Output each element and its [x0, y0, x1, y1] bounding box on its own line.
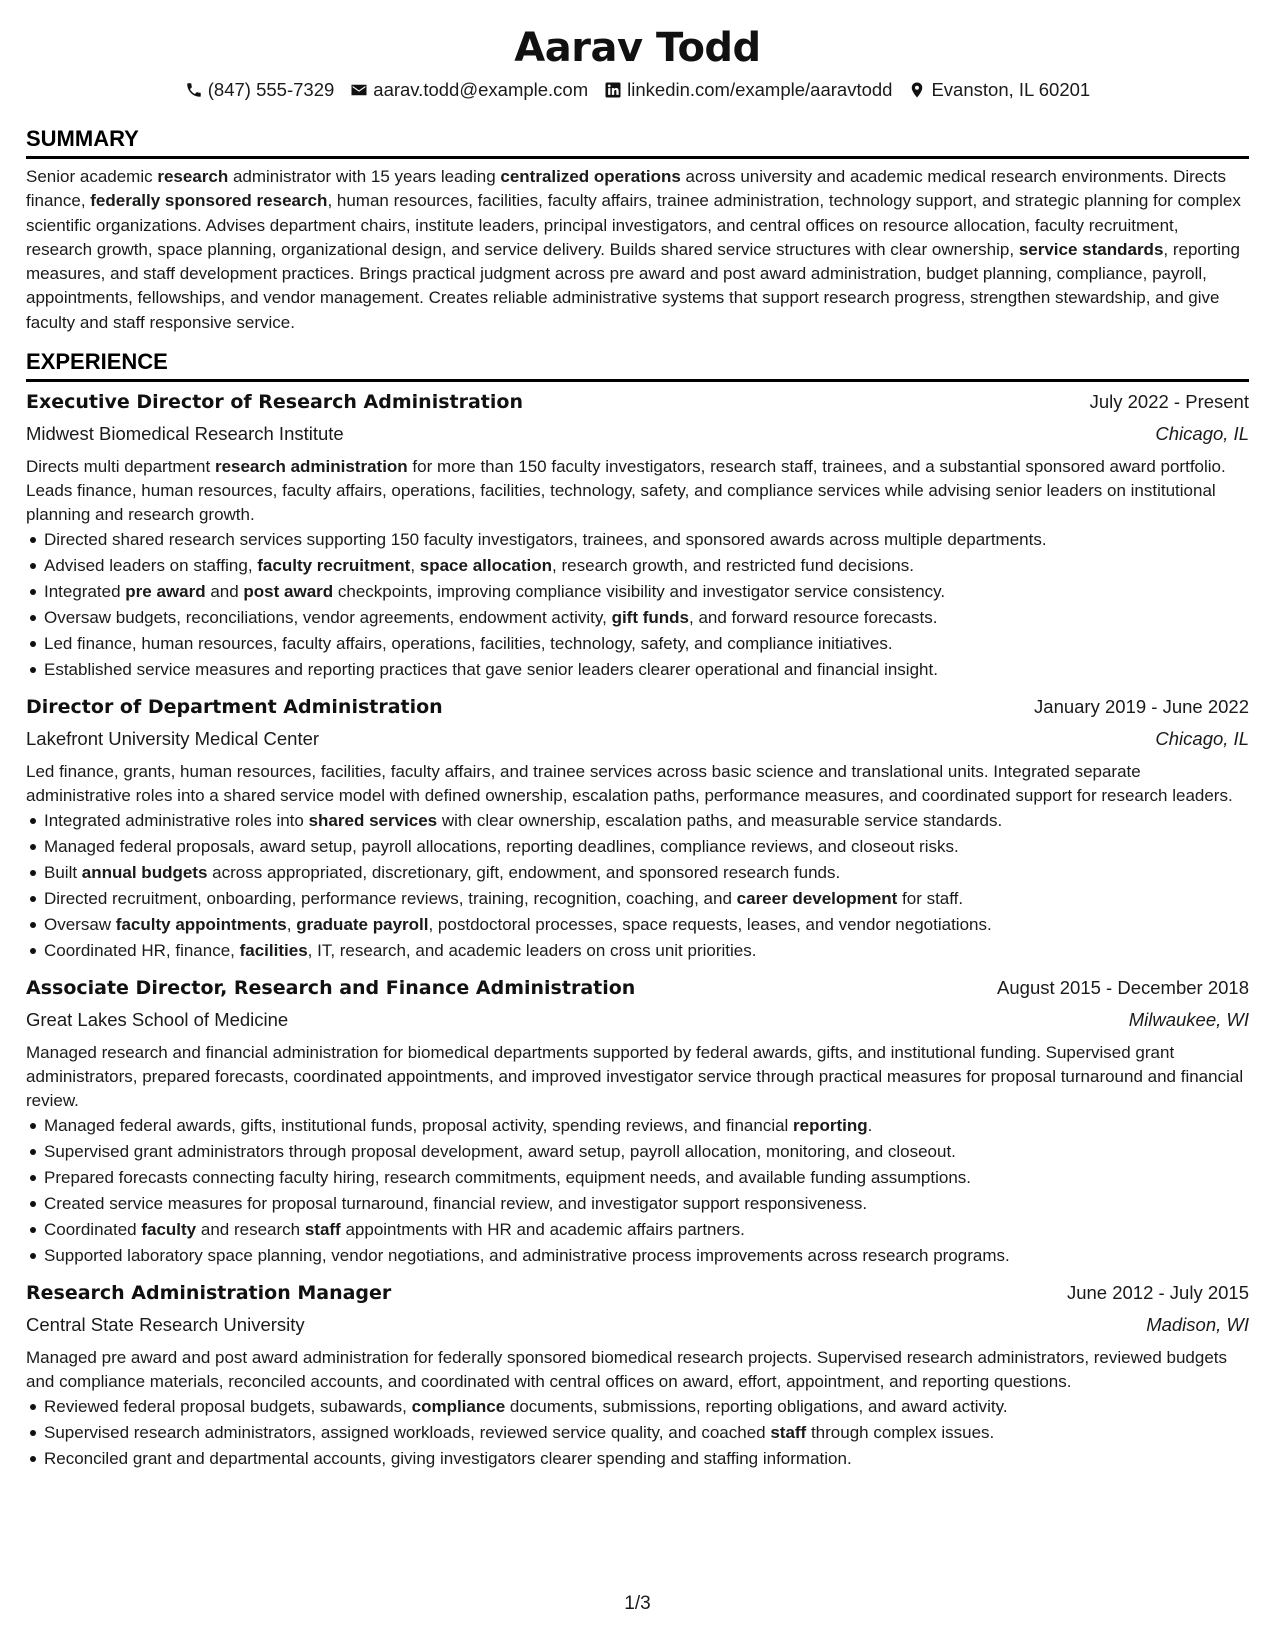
job-subheader	[26, 419, 1249, 449]
job-title: Executive Director of Research Administration	[26, 391, 523, 414]
bold-keyword: facilities	[239, 941, 308, 961]
bold-keyword: reporting	[793, 1116, 868, 1136]
bold-keyword: research	[157, 167, 229, 186]
bold-keyword: space allocation	[419, 556, 553, 576]
bold-keyword: career development	[736, 889, 898, 909]
bullet-item: Integrated pre award and post award checkpoints, improving compliance visibility and investigator service consistency.	[26, 579, 1249, 605]
job-entry	[26, 387, 1249, 683]
job-bullets	[26, 527, 1249, 683]
bullet-item: Managed federal awards, gifts, institutional funds, proposal activity, spending reviews, and financial reporting.	[26, 1113, 1249, 1139]
bullet-item: Created service measures for proposal turnaround, financial review, and investigator support responsiveness.	[26, 1191, 1249, 1217]
bullet-item: Oversaw faculty appointments, graduate payroll, postdoctoral processes, space requests, leases, and vendor negotiations.	[26, 912, 1249, 938]
bullet-item: Established service measures and reporting practices that gave senior leaders clearer operational and financial insight.	[26, 657, 1249, 683]
job-entry	[26, 973, 1249, 1269]
job-organization: Lakefront University Medical Center	[26, 728, 320, 750]
job-description: Directs multi department research administration for more than 150 faculty investigators, research staff, trainees, and a substantial sponsored award portfolio. Leads finance, human resources, faculty affairs, operations, facilities, technology, safety, and compliance services while advising senior leaders on institutional planning and research growth.	[26, 457, 1226, 525]
bold-keyword: faculty	[141, 1220, 197, 1240]
bullet-item: Supervised research administrators, assigned workloads, reviewed service quality, and coached staff through complex issues.	[26, 1420, 1249, 1446]
contact-linkedin[interactable]	[604, 78, 892, 102]
experience-heading: EXPERIENCE	[26, 349, 1249, 382]
bullet-item: Reconciled grant and departmental accounts, giving investigators clearer spending and staffing information.	[26, 1446, 1249, 1472]
bold-keyword: shared services	[308, 811, 438, 831]
bullet-item: Supervised grant administrators through proposal development, award setup, payroll allocation, monitoring, and closeout.	[26, 1139, 1249, 1165]
job-title: Research Administration Manager	[26, 1282, 392, 1305]
contact-location	[908, 78, 1090, 102]
job-bullets	[26, 1394, 1249, 1472]
job-dates: January 2019 - June 2022	[1034, 696, 1249, 718]
bold-keyword: compliance	[411, 1397, 506, 1417]
job-subheader	[26, 1005, 1249, 1035]
job-organization: Midwest Biomedical Research Institute	[26, 423, 344, 445]
bullet-item: Directed recruitment, onboarding, performance reviews, training, recognition, coaching, and career development for staff.	[26, 886, 1249, 912]
location-text: Evanston, IL 60201	[931, 79, 1091, 100]
phone-number: (847) 555-7329	[207, 79, 335, 100]
job-entry	[26, 1278, 1249, 1472]
bold-keyword: centralized operations	[500, 167, 681, 186]
job-organization: Central State Research University	[26, 1314, 305, 1336]
job-location: Madison, WI	[1146, 1314, 1249, 1336]
bold-keyword: staff	[770, 1423, 807, 1443]
bullet-item: Prepared forecasts connecting faculty hiring, research commitments, equipment needs, and available funding assumptions.	[26, 1165, 1249, 1191]
linkedin-url[interactable]: linkedin.com/example/aaravtodd	[627, 79, 893, 100]
summary-text: Senior academic research administrator with 15 years leading centralized operations across university and academic medical research environments. Directs finance, federally sponsored research, human resources, facilities, faculty affairs, trainee administration, technology support, and strategic planning for complex scientific organizations. Advises department chairs, institute leaders, principal investigators, and central offices on resource allocation, faculty recruitment, research growth, space planning, organizational design, and service delivery. Builds shared service structures with clear ownership, service standards, reporting measures, and staff development practices. Brings practical judgment across pre award and post award administration, budget planning, compliance, payroll, appointments, fellowships, and vendor management. Creates reliable administrative systems that support research progress, strengthen stewardship, and give faculty and staff responsive service.	[26, 167, 1241, 332]
bullet-item: Directed shared research services supporting 150 faculty investigators, trainees, and sponsored awards across multiple departments.	[26, 527, 1249, 553]
summary-heading: SUMMARY	[26, 126, 1249, 159]
bullet-item: Coordinated HR, finance, facilities, IT, research, and academic leaders on cross unit priorities.	[26, 938, 1249, 964]
job-header	[26, 692, 1249, 724]
job-subheader	[26, 724, 1249, 754]
bold-keyword: post award	[243, 582, 334, 602]
job-dates: August 2015 - December 2018	[997, 977, 1249, 999]
bold-keyword: faculty recruitment	[257, 556, 411, 576]
bullet-item: Advised leaders on staffing, faculty recruitment, space allocation, research growth, and restricted fund decisions.	[26, 553, 1249, 579]
job-dates: June 2012 - July 2015	[1066, 1282, 1249, 1304]
bullet-item: Supported laboratory space planning, vendor negotiations, and administrative process improvements across research programs.	[26, 1243, 1249, 1269]
bold-keyword: service standards	[1018, 239, 1164, 259]
bold-keyword: federally sponsored research	[90, 191, 328, 211]
job-bullets	[26, 808, 1249, 964]
bold-keyword: annual budgets	[81, 863, 208, 883]
page-number: 1/3	[624, 1593, 651, 1614]
email-address[interactable]: aarav.todd@example.com	[373, 79, 589, 100]
bullet-item: Oversaw budgets, reconciliations, vendor agreements, endowment activity, gift funds, and forward resource forecasts.	[26, 605, 1249, 631]
candidate-name: Aarav Todd	[514, 25, 761, 71]
bold-keyword: faculty appointments	[115, 915, 287, 935]
bold-keyword: pre award	[125, 582, 206, 602]
linkedin-icon	[604, 81, 622, 99]
contact-phone	[185, 78, 335, 102]
job-location: Milwaukee, WI	[1128, 1009, 1249, 1031]
job-organization: Great Lakes School of Medicine	[26, 1009, 289, 1031]
job-description: Led finance, grants, human resources, facilities, faculty affairs, and trainee services across basic science and translational units. Integrated separate administrative roles into a shared service model with defined ownership, escalation paths, performance measures, and coordinated support for research leaders.	[26, 762, 1233, 806]
bullet-item: Integrated administrative roles into shared services with clear ownership, escalation paths, and measurable service standards.	[26, 808, 1249, 834]
contact-bar	[26, 78, 1249, 102]
resume-page	[26, 0, 1249, 1472]
bold-keyword: graduate payroll	[296, 915, 429, 935]
job-subheader	[26, 1310, 1249, 1340]
bullet-item: Coordinated faculty and research staff appointments with HR and academic affairs partners.	[26, 1217, 1249, 1243]
experience-list	[26, 387, 1249, 1472]
map-pin-icon	[908, 81, 926, 99]
job-header	[26, 387, 1249, 419]
job-header	[26, 973, 1249, 1005]
job-description: Managed pre award and post award administration for federally sponsored biomedical research projects. Supervised research administrators, reviewed budgets and compliance materials, reconciled accounts, and coordinated with central offices on award, effort, appointment, and reporting questions.	[26, 1348, 1228, 1392]
bullet-item: Reviewed federal proposal budgets, subawards, compliance documents, submissions, reporting obligations, and award activity.	[26, 1394, 1249, 1420]
job-location: Chicago, IL	[1155, 728, 1249, 750]
job-entry	[26, 692, 1249, 964]
job-description: Managed research and financial administration for biomedical departments supported by federal awards, gifts, and institutional funding. Supervised grant administrators, prepared forecasts, coordinated appointments, and improved investigator service through practical measures for proposal turnaround and financial review.	[26, 1043, 1244, 1111]
contact-email[interactable]	[350, 78, 588, 102]
job-title: Associate Director, Research and Finance Administration	[26, 977, 636, 1000]
job-title: Director of Department Administration	[26, 696, 443, 719]
job-header	[26, 1278, 1249, 1310]
bold-keyword: research administration	[214, 457, 408, 477]
job-location: Chicago, IL	[1155, 423, 1249, 445]
bold-keyword: gift funds	[611, 608, 689, 628]
phone-icon	[185, 81, 203, 99]
job-dates: July 2022 - Present	[1089, 391, 1249, 413]
bullet-item: Managed federal proposals, award setup, payroll allocations, reporting deadlines, compliance reviews, and closeout risks.	[26, 834, 1249, 860]
bold-keyword: staff	[304, 1220, 341, 1240]
bullet-item: Built annual budgets across appropriated, discretionary, gift, endowment, and sponsored research funds.	[26, 860, 1249, 886]
bullet-item: Led finance, human resources, faculty affairs, operations, facilities, technology, safety, and compliance initiatives.	[26, 631, 1249, 657]
job-bullets	[26, 1113, 1249, 1269]
envelope-icon	[350, 81, 368, 99]
